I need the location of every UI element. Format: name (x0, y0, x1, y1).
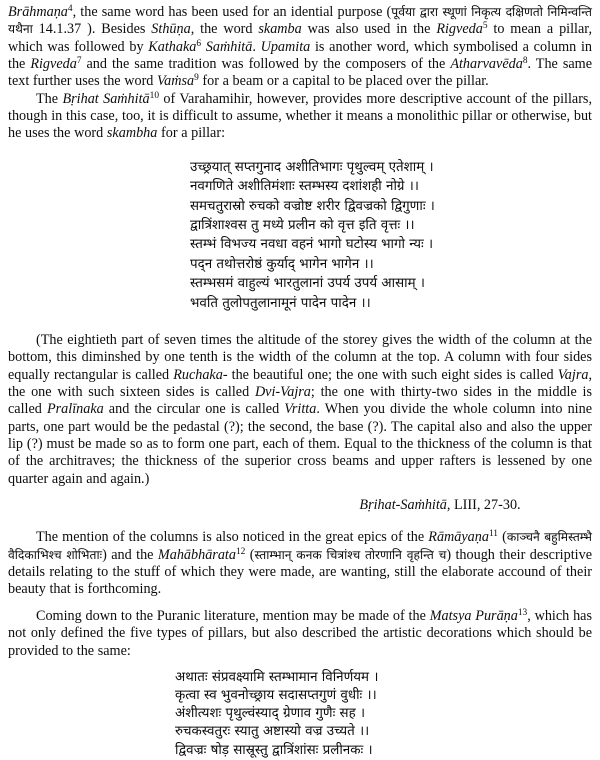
devanagari-quote: पूर्वया द्वारा स्थूणां निकृत्य दक्षिणतो निमिन्वन्ति यथैना (8, 5, 592, 37)
text-run: 14.1.37 ). Besides (32, 21, 152, 38)
verse-line: कृत्वा स्व भुवनोच्छ्राय सदासप्तगुणं वुधीः ।। (175, 688, 377, 704)
footnote-marker: 5 (482, 21, 488, 32)
verse-line: अंशीत्यशः पृथुल्वंस्याद् ग्रेणाव गुणैः सह । (175, 706, 366, 722)
text-run: The (36, 90, 63, 107)
text-run: Coming down to the Puranic literature, mention may be made of the (36, 607, 430, 624)
spacer (8, 514, 592, 529)
italic-term: Vaṁsa (157, 73, 195, 90)
italic-term: Atharvavēda (450, 56, 523, 73)
citation-reference: , LIII, 27-30. (446, 497, 521, 514)
italic-term: Matsya Purāṇa (429, 607, 518, 624)
spacer (8, 313, 592, 332)
italic-term: Rigveda (436, 21, 483, 38)
italic-term: Pralīnaka (46, 401, 104, 418)
italic-term: Rigveda (30, 56, 77, 73)
italic-term: Ruchaka (173, 366, 223, 383)
italic-term: Kathaka (148, 38, 197, 55)
verse-line: उच्छ्रयात् सप्तगुनाद अशीतिभागः पृथुल्वम् एतेशाम् । (190, 159, 434, 175)
text-run: ( (245, 546, 255, 563)
paragraph-brihat-samhita (8, 91, 592, 143)
paragraph-epics (8, 529, 592, 598)
text-run: and the circular one is called (103, 401, 285, 418)
footnote-marker: 4 (67, 4, 73, 15)
verse-line: समचतुरास्रो रुचको वज्रोष्ट शरीर द्विवज्रको द्विगुणाः । (190, 198, 435, 214)
verse-line: पद्न तथोत्तरोष्ठं कुर्याद् भागेन भागेन ।। (190, 256, 374, 272)
text-run: is another word, which symbolised a column in the (8, 38, 593, 73)
footnote-marker: 13 (517, 607, 528, 618)
italic-term: Saṁhitā (201, 38, 253, 55)
verse-line: द्विवज्रः षोड़ सास्रूस्तु द्वात्रिंशांसः प्रलीनकः । (175, 742, 373, 758)
verse-line: द्वात्रिंशाश्वस तु मध्ये प्रलीन को वृत्त इति वृत्तः ।। (190, 217, 415, 233)
spacer (8, 488, 592, 497)
text-run: for a beam or a capital to be placed over the pillar. (198, 73, 489, 90)
footnote-marker: 10 (149, 90, 160, 101)
text-run: ) and the (102, 546, 158, 563)
italic-term: skambha (106, 125, 158, 142)
text-run: . The same text further uses the word (8, 56, 592, 90)
devanagari-quote: काञ्चनै बहुमिस्तम्भै वैदिकाभिश्च शोभिताः (8, 530, 592, 562)
text-run: ) though their descriptive details relating to the stuff of which they were made, are wanting, still the elaborate accound of their beauty that is forthcoming. (8, 546, 592, 598)
citation-brihat-samhita (8, 497, 592, 514)
paragraph-matsya-purana (8, 608, 592, 660)
verse-line: भवति तुलोपतुलानामूनं पादेन पादेन ।। (190, 295, 371, 311)
italic-term: Upamita (260, 38, 311, 55)
devanagari-quote: स्ताम्भान् कनक चित्रांश्च तोरणानि वृहन्ति च (254, 547, 447, 562)
spacer (8, 660, 592, 669)
footnote-marker: 7 (76, 56, 82, 67)
text-run: to mean a pillar, which was followed by (8, 21, 592, 55)
text-run: ; the one with thirty-two sides in the middle is called (8, 384, 592, 418)
text-run: for a pillar: (157, 125, 226, 142)
verse-line: रुचकस्वतुरः स्यातु अष्टास्यो वज्र उच्यते ।। (175, 724, 370, 740)
italic-term: skamba (258, 21, 302, 38)
text-run: and the same tradition was followed by the composers of the (81, 56, 451, 73)
italic-term: Dvi-Vajra (254, 384, 311, 401)
verse-line: नवगणिते अशीतिमंशाः स्तम्भस्य दशांशही नोग्रे ।। (190, 179, 419, 195)
verse-block-brihat-samhita (8, 158, 592, 313)
footnote-marker: 8 (522, 56, 528, 67)
italic-term: Vritta (284, 401, 317, 418)
verse-line: स्तम्भसमं वाहुल्यं भारतुलानां उपर्य उपर्य आसाम् । (190, 276, 425, 292)
text-run: , the same word has been used for an idential purpose ( (72, 4, 392, 20)
italic-term: Vajra (557, 366, 589, 383)
spacer (8, 599, 592, 608)
footnote-marker: 12 (235, 546, 246, 557)
footnote-marker: 6 (196, 38, 202, 49)
verse-line: अथातः संप्रवक्ष्यामि स्तम्भामान विनिर्णयम । (175, 669, 379, 685)
text-run: (The eightieth part of seven times the altitude of the storey gives the width of the column at the bottom, this diminshed by one tenth is the width of the column at the top. A column with four sides equally rectangular is called (8, 332, 592, 383)
italic-term: Sthūṇa (151, 21, 191, 38)
spacer (8, 143, 592, 158)
text-run: . (252, 38, 261, 55)
italic-term: Rāmāyaṇa (428, 529, 489, 546)
italic-term: Bṛihat Saṁhitā (62, 90, 150, 107)
text-run: The mention of the columns is also noticed in the great epics of the (36, 529, 429, 546)
footnote-marker: 9 (194, 73, 199, 84)
text-run: . When you divide the whole column into nine parts, one part would be the pedastal (?); the second, the base (?). The capital also and also the upper lip (?) must be made so as to form one part, each of them. Equal to the thickness of the column is that of the architraves; the thickness of the superior cross beams and upper rafters is lessened by one quarter again and again.) (8, 401, 593, 487)
text-run: , the word (190, 21, 259, 38)
citation-title: Bṛihat-Saṁhitā (359, 497, 447, 514)
text-run: , which has not only defined the five types of pillars, but also described the artistic decorations which should be provided to the same: (8, 607, 592, 659)
footnote-marker: 11 (488, 529, 498, 540)
text-run: - the beautiful one; the one with such eight sides is called (222, 366, 558, 383)
italic-term: Mahābhārata (157, 546, 236, 563)
text-run: ( (498, 529, 507, 546)
text-run: was also used in the (301, 21, 437, 38)
verse-block-matsya-purana (8, 669, 592, 760)
paragraph-translation (8, 332, 592, 488)
verse-line: स्तम्भं विभज्य नवधा वहनं भागो घटोस्य भागो न्यः । (190, 237, 434, 253)
text-run: of Varahamihir, however, provides more descriptive account of the pillars, though in this case, too, it is difficult to assume, whether it means a monolithic pillar or otherwise, but he uses the word (8, 90, 592, 142)
paragraph-brahmana (8, 4, 592, 91)
text-run: , the one with such sixteen sides is called (8, 366, 593, 401)
italic-term: Brāhmaṇa (8, 4, 68, 20)
